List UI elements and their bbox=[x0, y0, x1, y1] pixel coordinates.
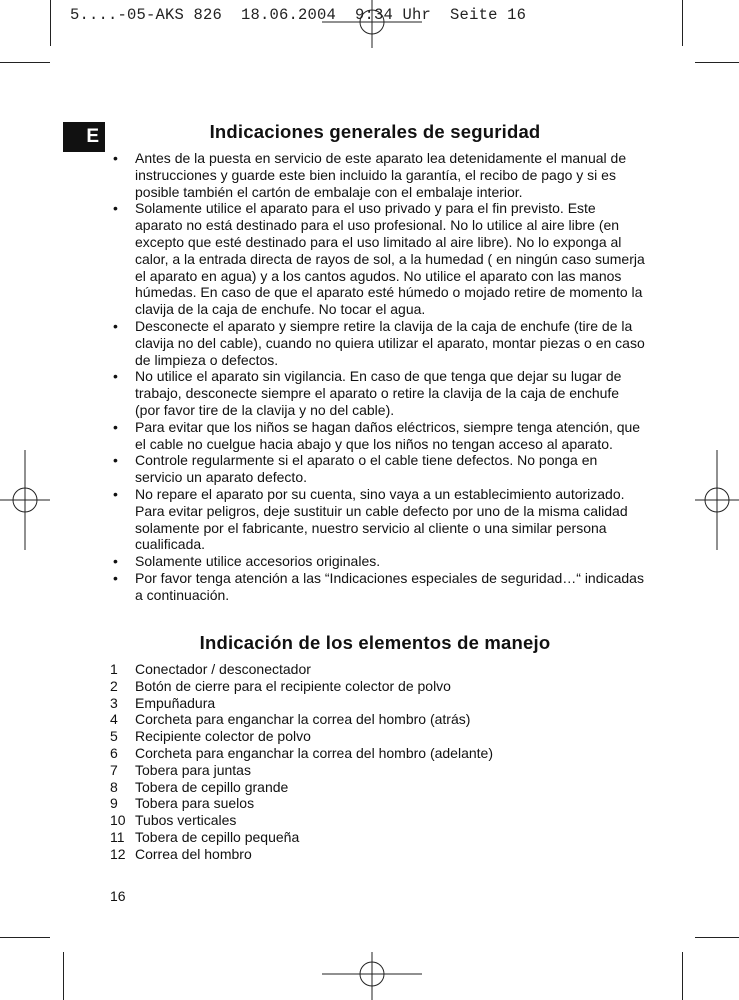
registration-mark-bottom-icon bbox=[322, 952, 422, 1000]
crop-mark-top-left-v bbox=[50, 0, 51, 46]
bullet-icon: • bbox=[113, 418, 118, 435]
list-item bbox=[110, 829, 645, 846]
safety-list bbox=[110, 150, 645, 604]
item-text: Empuñadura bbox=[135, 694, 216, 711]
item-number: 11 bbox=[110, 828, 125, 845]
list-item bbox=[110, 779, 645, 796]
bullet-icon: • bbox=[113, 452, 118, 469]
item-number: 2 bbox=[110, 677, 118, 694]
crop-mark-top-right-v bbox=[682, 0, 683, 46]
crop-mark-top-right-h bbox=[695, 62, 739, 63]
item-text: Corcheta para enganchar la correa del hombro (atrás) bbox=[135, 711, 471, 728]
list-item: • Para evitar que los niños se hagan daños eléctricos, siempre tenga atención, que el cable no cuelgue hacia abajo y que los niños no tengan acceso al aparato. bbox=[113, 418, 641, 452]
print-header: 5....-05-AKS 826 18.06.2004 9:34 Uhr Seite 16 bbox=[70, 6, 527, 24]
bullet-icon: • bbox=[113, 485, 118, 502]
list-item bbox=[110, 695, 645, 712]
controls-list bbox=[110, 661, 645, 863]
list-item bbox=[110, 711, 645, 728]
item-number: 10 bbox=[110, 812, 126, 829]
item-text: Tubos verticales bbox=[135, 812, 237, 829]
item-text: Tobera para suelos bbox=[135, 795, 255, 812]
crop-mark-bottom-left-h bbox=[0, 937, 50, 938]
list-item: • Controle regularmente si el aparato o el cable tiene defectos. No ponga en servicio un aparato defecto. bbox=[113, 452, 598, 486]
item-number: 8 bbox=[110, 778, 118, 795]
item-number: 7 bbox=[110, 761, 118, 778]
crop-mark-bottom-right-v bbox=[682, 952, 683, 1000]
bullet-icon: • bbox=[113, 317, 118, 334]
safety-title: Indicaciones generales de seguridad bbox=[209, 121, 541, 142]
list-item bbox=[110, 846, 645, 863]
item-text: Conectador / desconectador bbox=[135, 661, 311, 677]
item-number: 12 bbox=[110, 845, 126, 862]
list-item bbox=[110, 745, 645, 762]
crop-mark-bottom-right-h bbox=[695, 937, 739, 938]
list-item bbox=[110, 762, 645, 779]
list-item: • Por favor tenga atención a las “Indicaciones especiales de seguridad…“ indicadas a continuación. bbox=[113, 569, 644, 603]
item-text: Tobera de cepillo grande bbox=[135, 778, 289, 795]
list-item bbox=[110, 795, 645, 812]
item-text: Tobera para juntas bbox=[135, 761, 251, 778]
bullet-icon: • bbox=[113, 553, 118, 570]
crop-mark-top-left-h bbox=[0, 62, 50, 63]
list-item: • Desconecte el aparato y siempre retire la clavija de la caja de enchufe (tire de la clavija no del cable), cuando no quiera utilizar el aparato, montar piezas o en caso de limpieza o defectos. bbox=[113, 317, 645, 368]
list-item: • Antes de la puesta en servicio de este aparato lea detenidamente el manual de instrucciones y guarde este bien incluido la garantía, el recibo de pago y si es posible también el cartón de embalaje con el embalaje interior. bbox=[113, 150, 627, 200]
list-item bbox=[110, 812, 645, 829]
item-number: 6 bbox=[110, 744, 118, 761]
controls-title: Indicación de los elementos de manejo bbox=[199, 632, 551, 653]
item-number: 3 bbox=[110, 694, 118, 711]
item-text: Correa del hombro bbox=[135, 845, 252, 862]
bullet-icon: • bbox=[113, 150, 118, 166]
item-number: 9 bbox=[110, 795, 118, 812]
list-item: • No utilice el aparato sin vigilancia. En caso de que tenga que dejar su lugar de trabajo, desconecte siempre el aparato o retire la clavija de la caja de enchufe (por favor tire de la clavija y no del cable). bbox=[113, 368, 622, 418]
list-item: • Solamente utilice el aparato para el uso privado y para el fin previsto. Este aparato no está destinado para el uso profesional. No lo utilice al aire libre (en excepto que esté destinado para el uso limitado al aire libre). No lo exponga al calor, a la entrada directa de rayos de sol, a la humedad ( en ningún caso sumerja el aparato en agua) y a los cantos agudos. No utilice el aparato con las manos húmedas. En caso de que el aparato esté húmedo o mojado retire de momento la clavija de la caja de enchufe. No tocar el agua. bbox=[113, 200, 645, 318]
bullet-icon: • bbox=[113, 569, 118, 586]
list-item bbox=[110, 728, 645, 745]
bullet-icon: • bbox=[113, 368, 118, 385]
item-text: Corcheta para enganchar la correa del hombro (adelante) bbox=[135, 744, 493, 761]
item-number: 5 bbox=[110, 728, 118, 745]
item-text: Tobera de cepillo pequeña bbox=[135, 828, 300, 845]
item-number: 4 bbox=[110, 711, 118, 728]
list-item bbox=[110, 678, 645, 695]
registration-mark-right-icon bbox=[695, 450, 739, 550]
registration-mark-left-icon bbox=[0, 450, 50, 550]
page-number: 16 bbox=[110, 888, 126, 904]
list-item: • No repare el aparato por su cuenta, sino vaya a un establecimiento autorizado. Para evitar peligros, deje sustituir un cable defecto por uno de la misma calidad solamente por el fabricante, nuestro servicio al cliente o una similar persona cualificada. bbox=[113, 485, 628, 553]
list-item bbox=[110, 661, 645, 678]
crop-mark-bottom-left-v bbox=[63, 952, 64, 1000]
bullet-icon: • bbox=[113, 200, 118, 217]
item-text: Botón de cierre para el recipiente colector de polvo bbox=[135, 677, 451, 694]
item-text: Recipiente colector de polvo bbox=[135, 728, 311, 745]
list-item: • Solamente utilice accesorios originales. bbox=[113, 553, 381, 570]
registration-mark-top-icon bbox=[322, 0, 422, 48]
item-number: 1 bbox=[110, 661, 118, 677]
language-tab: E bbox=[63, 122, 105, 152]
